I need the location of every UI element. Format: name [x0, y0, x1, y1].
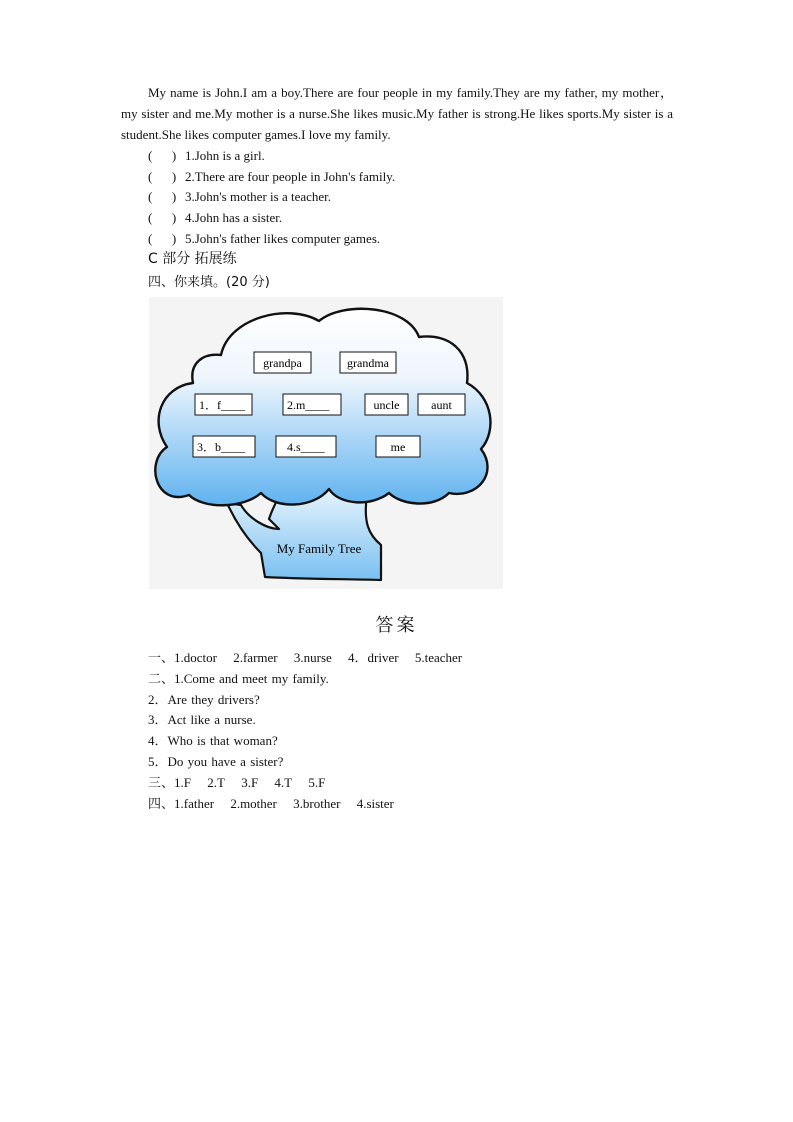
answer-item: 一、1.doctor: [148, 650, 217, 665]
question-text: 2.There are four people in John's family.: [185, 169, 396, 184]
svg-text:4.s____: 4.s____: [287, 440, 325, 454]
answer-line-6: 5．Do you have a sister?: [148, 754, 284, 769]
reading-passage: My name is John.I am a boy.There are four people in my family.They are my father, my mother， my sister and me.My mother is a nurse.She likes music.My father is strong.He likes sports.My sister is a student.She likes computer games.I love my family.: [121, 85, 673, 142]
svg-text:me: me: [390, 440, 406, 454]
answer-line-2: 二、1.Come and meet my family.: [148, 671, 329, 686]
answer-line-4: 3．Act like a nurse.: [148, 712, 256, 727]
answer-item: 四、1.father: [148, 796, 215, 811]
box-aunt[interactable]: [418, 394, 465, 415]
answer-item: 2.farmer: [233, 650, 278, 665]
tree-title: My Family Tree: [276, 541, 362, 556]
answer-blank[interactable]: ( ): [148, 210, 177, 225]
answer-item: 4.T: [274, 775, 293, 790]
box-father-blank[interactable]: [195, 394, 252, 415]
section-c-heading: C 部分 拓展练: [148, 251, 237, 267]
answer-item: 2.mother: [230, 796, 277, 811]
answer-item: 4．driver: [348, 650, 399, 665]
answer-blank[interactable]: ( ): [148, 231, 177, 246]
answer-item: 3.nurse: [293, 650, 332, 665]
question-4: [148, 210, 282, 226]
box-uncle[interactable]: [365, 394, 408, 415]
answer-item: 2.T: [207, 775, 225, 790]
svg-text:uncle: uncle: [373, 398, 400, 412]
question-text: 4.John has a sister.: [185, 210, 283, 225]
answer-blank[interactable]: ( ): [148, 169, 177, 184]
svg-text:grandma: grandma: [347, 356, 389, 370]
answer-item: 4.sister: [356, 796, 394, 811]
box-grandpa[interactable]: [254, 352, 311, 373]
svg-text:3．b____: 3．b____: [197, 440, 246, 454]
box-sister-blank[interactable]: [276, 436, 336, 457]
answer-item: 3.F: [241, 775, 259, 790]
section-4-heading: 四、你来填。(20 分): [148, 275, 270, 290]
answer-line-3: 2．Are they drivers?: [148, 692, 260, 707]
box-grandma[interactable]: [340, 352, 396, 373]
question-text: 1.John is a girl.: [185, 148, 265, 163]
answer-line-1: [148, 647, 462, 666]
svg-text:aunt: aunt: [431, 398, 452, 412]
answer-item: 5.F: [308, 775, 326, 790]
svg-text:grandpa: grandpa: [263, 356, 302, 370]
question-5: [148, 231, 380, 247]
answer-blank[interactable]: ( ): [148, 148, 177, 163]
question-text: 5.John's father likes computer games.: [185, 231, 381, 246]
svg-text:2.m____: 2.m____: [287, 398, 330, 412]
answer-line-8: [148, 793, 394, 812]
question-3: [148, 189, 331, 205]
family-tree-figure: [149, 297, 503, 589]
box-mother-blank[interactable]: [283, 394, 341, 415]
svg-text:1．f____: 1．f____: [199, 398, 245, 412]
answer-line-7: [148, 772, 325, 791]
answer-line-5: 4．Who is that woman?: [148, 733, 278, 748]
answers-title: 答案: [375, 615, 418, 636]
question-text: 3.John's mother is a teacher.: [185, 189, 332, 204]
question-2: [148, 169, 395, 185]
box-me[interactable]: [376, 436, 420, 457]
answer-item: 三、1.F: [148, 775, 191, 790]
answer-blank[interactable]: ( ): [148, 189, 177, 204]
answer-item: 3.brother: [293, 796, 341, 811]
question-1: [148, 148, 265, 164]
box-brother-blank[interactable]: [193, 436, 255, 457]
answer-item: 5.teacher: [414, 650, 463, 665]
